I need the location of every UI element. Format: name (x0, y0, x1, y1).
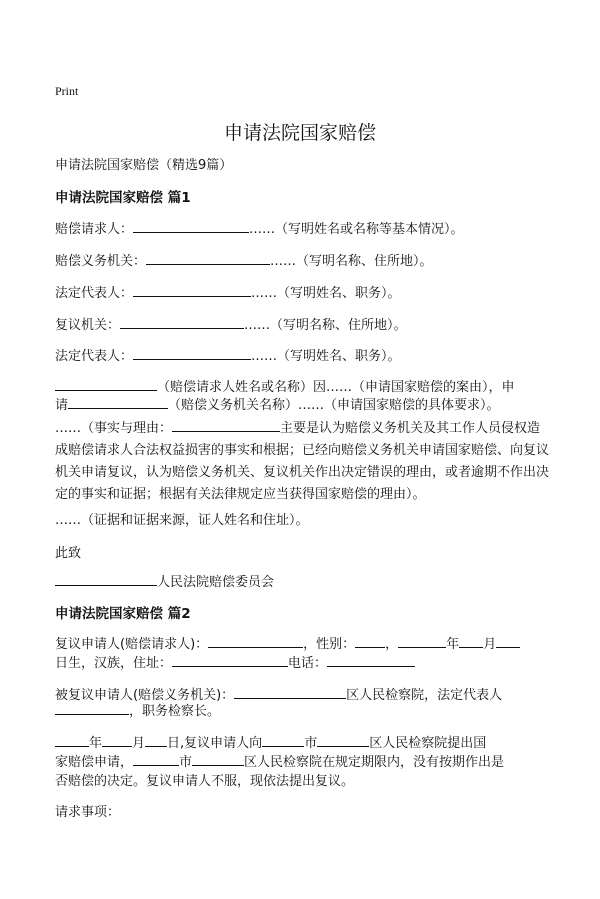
obligor-line (55, 250, 433, 269)
phone-blank (327, 654, 415, 667)
month-label: 月 (483, 637, 497, 652)
section-1-heading: 申请法院国家赔偿 篇1 (55, 190, 191, 206)
applicant-label: 复议申请人(赔偿请求人)： (55, 637, 209, 652)
apply-district-blank (317, 734, 369, 747)
claimant-line (55, 218, 464, 237)
section-2-heading: 申请法院国家赔偿 篇2 (55, 606, 191, 622)
gender-label: ，性别： (303, 637, 356, 652)
birth-day-blank (496, 635, 520, 648)
legal-rep2-hint: ……（写明姓名、职务）。 (251, 349, 401, 364)
committee-line (55, 571, 274, 590)
obligor-label: 赔偿义务机关： (55, 254, 147, 269)
review-org-label: 复议机关： (55, 318, 121, 333)
document-subtitle: 申请法院国家赔偿（精选9篇） (55, 158, 233, 173)
request-text-b: （赔偿义务机关名称）……（申请国家赔偿的具体要求）。 (168, 398, 500, 413)
applicant-blank (208, 635, 303, 648)
obligor-hint: ……（写明名称、住所地）。 (270, 254, 433, 269)
review-org-blank (120, 316, 244, 329)
facts-blank (172, 419, 280, 432)
facts-prefix: ……（事实与理由： (55, 421, 173, 436)
apply-month-blank (102, 734, 132, 747)
gender-blank (355, 635, 385, 648)
apply-day-label: 日, (167, 736, 185, 751)
obligor-name-blank (68, 396, 168, 409)
city-label-2: 市 (179, 755, 193, 770)
legal-rep-line (55, 282, 401, 301)
apply-year-blank (55, 734, 89, 747)
page-title: 申请法院国家赔偿 (223, 122, 376, 144)
legal-rep-hint: ……（写明姓名、职务）。 (251, 286, 401, 301)
request-line-1 (55, 376, 515, 395)
apply-year-label: 年 (89, 736, 103, 751)
city-label: 市 (304, 736, 318, 751)
comma: ， (385, 637, 399, 652)
apply-day-blank (145, 734, 167, 747)
apply-month-label: 月 (132, 736, 146, 751)
legal-rep2-label: 法定代表人： (55, 349, 134, 364)
apply-to-label: 复议申请人向 (184, 736, 263, 751)
review-org-hint: ……（写明名称、住所地）。 (244, 318, 407, 333)
claimant-hint: ……（写明姓名或名称等基本情况）。 (249, 222, 464, 237)
rep-name-blank (55, 702, 129, 715)
salutation: 此致 (55, 546, 82, 561)
apply-line-3: 否赔偿的决定。复议申请人不服，现依法提出复议。 (55, 774, 355, 789)
respondent-title-line (55, 700, 220, 719)
request-line-2 (55, 394, 500, 413)
born-address-label: 日生，汉族，住址： (55, 656, 173, 671)
court-blank (55, 573, 157, 586)
claim-to-label: 家赔偿申请， (55, 755, 134, 770)
claimant-name-blank (55, 378, 157, 391)
birth-month-blank (459, 635, 483, 648)
birth-year-blank (398, 635, 446, 648)
request-prefix: 请 (55, 398, 69, 413)
respondent-blank (234, 686, 346, 699)
year-label: 年 (446, 637, 460, 652)
legal-rep2-blank (133, 347, 251, 360)
address-line (55, 652, 415, 671)
procuratorate-submit: 区人民检察院提出国 (369, 736, 487, 751)
procuratorate-rep: 区人民检察院，法定代表人 (346, 688, 503, 703)
request-text-a: （赔偿请求人姓名或名称）因……（申请国家赔偿的案由），申 (157, 380, 515, 395)
address-blank (172, 654, 288, 667)
apply-city-blank (262, 734, 304, 747)
evidence-line: ……（证据和证据来源，证人姓名和住址）。 (55, 513, 309, 528)
apply-line-1 (55, 732, 486, 751)
review-org-line (55, 314, 407, 333)
request-items-label: 请求事项： (55, 805, 121, 820)
apply-line-2 (55, 751, 504, 770)
claimant-blank (133, 220, 249, 233)
phone-label: 电话： (288, 656, 328, 671)
facts-main: 主要是认为赔偿义务机关及其工作人员侵权造成赔偿请求人合法权益损害的事实和根据；已经向赔偿义务机关申请国家赔偿、向复议机关申请复议，认为赔偿义务机关、复议机关作出决定错误的理由，或者逾期不作出决定的事实和证据；根据有关法律规定应当获得国家赔偿的理由）。 (55, 421, 550, 502)
obligor-blank (146, 252, 270, 265)
title-label: ，职务检察长。 (129, 704, 221, 719)
print-label: Print (55, 84, 79, 98)
legal-rep-label: 法定代表人： (55, 286, 134, 301)
committee-label: 人民法院赔偿委员会 (157, 575, 275, 590)
claimant-label: 赔偿请求人： (55, 222, 134, 237)
legal-rep-blank (133, 284, 251, 297)
legal-rep2-line (55, 345, 401, 364)
procuratorate-deadline: 区人民检察院在规定期限内，没有按期作出是 (244, 755, 505, 770)
claim-city-blank (133, 753, 179, 766)
claim-district-blank (192, 753, 244, 766)
applicant-line (55, 633, 520, 652)
respondent-label: 被复议申请人(赔偿义务机关)： (55, 688, 235, 703)
facts-paragraph (55, 418, 550, 506)
